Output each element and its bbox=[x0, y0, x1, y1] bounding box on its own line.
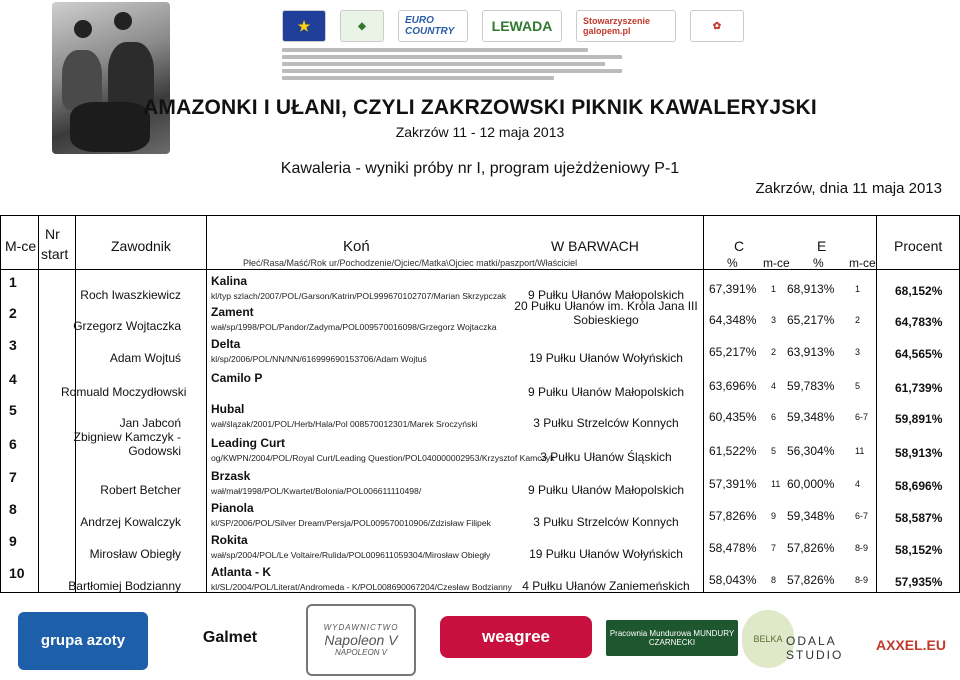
horse-cell: Camilo P bbox=[211, 371, 263, 385]
header-horse: Koń bbox=[343, 238, 370, 255]
c-percent-cell: 64,348% bbox=[709, 313, 757, 327]
horse-info-cell: wał/sp/1998/POL/Pandor/Zadyma/POL009570016098/Grzegorz Wojtaczka bbox=[211, 322, 497, 332]
club-cell: 20 Pułku Ułanów im. Króla Jana III Sobieskiego bbox=[514, 299, 698, 328]
c-place-cell: 6 bbox=[771, 412, 777, 422]
position-cell: 5 bbox=[9, 402, 17, 418]
rider-cell: Andrzej Kowalczyk bbox=[80, 515, 181, 529]
mundur-logo: Pracownia Mundurowa MUNDURY CZARNECKI bbox=[606, 620, 738, 656]
e-place-cell: 8-9 bbox=[855, 543, 869, 553]
page-title: AMAZONKI I UŁANI, CZYLI ZAKRZOWSKI PIKNIK KAWALERYJSKI bbox=[143, 96, 817, 119]
horse-cell: Pianola bbox=[211, 501, 254, 515]
e-percent-cell: 59,348% bbox=[787, 509, 835, 523]
c-place-cell: 9 bbox=[771, 511, 777, 521]
c-percent-cell: 58,478% bbox=[709, 541, 757, 555]
header-e: E bbox=[817, 238, 827, 254]
e-percent-cell: 68,913% bbox=[787, 282, 835, 296]
sponsor-strip bbox=[282, 8, 762, 44]
eu-flag-icon: ★ bbox=[282, 10, 326, 42]
rider-cell: Romuald Moczydłowski bbox=[61, 385, 187, 399]
napoleon-top: WYDAWNICTWO bbox=[323, 623, 399, 632]
header-c-pct: % bbox=[727, 256, 738, 270]
results-table bbox=[0, 215, 960, 593]
rider-cell: Robert Betcher bbox=[100, 483, 181, 497]
table-row bbox=[1, 501, 960, 533]
footer-sponsors bbox=[0, 602, 960, 678]
e-place-cell: 1 bbox=[855, 284, 861, 294]
rider-cell: Adam Wojtuś bbox=[109, 351, 181, 365]
e-place-cell: 6-7 bbox=[855, 511, 869, 521]
c-percent-cell: 67,391% bbox=[709, 282, 757, 296]
e-percent-cell: 57,826% bbox=[787, 541, 835, 555]
total-percent-cell: 64,783% bbox=[895, 315, 943, 329]
header-start: start bbox=[41, 246, 69, 262]
position-cell: 2 bbox=[9, 305, 17, 321]
euro-country-logo: EURO COUNTRY bbox=[398, 10, 468, 42]
horse-cell: Leading Curt bbox=[211, 436, 285, 450]
table-row bbox=[1, 299, 960, 337]
c-percent-cell: 60,435% bbox=[709, 410, 757, 424]
total-percent-cell: 57,935% bbox=[895, 575, 943, 589]
e-percent-cell: 59,783% bbox=[787, 379, 835, 393]
e-percent-cell: 59,348% bbox=[787, 410, 835, 424]
c-place-cell: 1 bbox=[771, 284, 777, 294]
total-percent-cell: 58,913% bbox=[895, 446, 943, 460]
grupa-azoty-logo: grupa azoty bbox=[18, 612, 148, 670]
total-percent-cell: 68,152% bbox=[895, 284, 943, 298]
rider-cell: Jan Jabcoń bbox=[119, 416, 181, 430]
e-percent-cell: 56,304% bbox=[787, 444, 835, 458]
position-cell: 7 bbox=[9, 469, 17, 485]
results-subtitle: Kawaleria - wyniki próby nr I, program ujeżdżeniowy P-1 bbox=[280, 160, 680, 177]
napoleon-main: Napoleon V bbox=[324, 632, 398, 648]
event-dates: Zakrzów 11 - 12 maja 2013 bbox=[395, 124, 565, 140]
horse-info-cell: kl/typ szlach/2007/POL/Garson/Katrin/POL999670102707/Marian Skrzypczak bbox=[211, 291, 507, 301]
header-c: C bbox=[734, 238, 745, 254]
c-percent-cell: 57,391% bbox=[709, 477, 757, 491]
club-cell: 9 Pułku Ułanów Małopolskich bbox=[527, 483, 685, 497]
table-row bbox=[1, 274, 960, 306]
e-percent-cell: 63,913% bbox=[787, 345, 835, 359]
club-cell: 9 Pułku Ułanów Małopolskich bbox=[527, 288, 685, 302]
e-percent-cell: 57,826% bbox=[787, 573, 835, 587]
header-club: W BARWACH bbox=[551, 238, 639, 254]
position-cell: 8 bbox=[9, 501, 17, 517]
c-place-cell: 11 bbox=[771, 479, 781, 489]
horse-cell: Kalina bbox=[211, 274, 248, 288]
galmet-logo: Galmet bbox=[202, 629, 258, 646]
horse-info-cell: kl/SP/2006/POL/Silver Dream/Persja/POL009570010906/Zdzisław Filipek bbox=[211, 518, 491, 528]
place-date: Zakrzów, dnia 11 maja 2013 bbox=[755, 180, 942, 197]
club-cell: 3 Pułku Ułanów Śląskich bbox=[540, 450, 672, 464]
table-row bbox=[1, 533, 960, 565]
header-mce: M-ce bbox=[5, 238, 37, 254]
c-percent-cell: 61,522% bbox=[709, 444, 757, 458]
club-cell: 4 Pułku Ułanów Zaniemeńskich bbox=[522, 579, 690, 593]
rider-cell: Grzegorz Wojtaczka bbox=[73, 319, 181, 333]
e-place-cell: 5 bbox=[855, 381, 861, 391]
position-cell: 3 bbox=[9, 337, 17, 353]
total-percent-cell: 61,739% bbox=[895, 381, 943, 395]
total-percent-cell: 58,587% bbox=[895, 511, 943, 525]
horse-info-cell: wał/sp/2004/POL/Le Voltaire/Rulida/POL009611059304/Mirosław Obiegły bbox=[211, 550, 491, 560]
lewada-logo: LEWADA bbox=[482, 10, 562, 42]
total-percent-cell: 58,152% bbox=[895, 543, 943, 557]
e-place-cell: 8-9 bbox=[855, 575, 869, 585]
c-percent-cell: 63,696% bbox=[709, 379, 757, 393]
belka-logo: BELKA bbox=[742, 610, 794, 668]
e-place-cell: 6-7 bbox=[855, 412, 869, 422]
e-place-cell: 2 bbox=[855, 315, 861, 325]
rider-cell: Zbigniew Kamczyk - Godowski bbox=[73, 430, 181, 458]
table-row bbox=[1, 337, 960, 369]
header-e-place: m-ce bbox=[849, 256, 876, 270]
prow-logo: ✿ bbox=[690, 10, 744, 42]
napoleon-logo bbox=[306, 604, 416, 676]
c-percent-cell: 65,217% bbox=[709, 345, 757, 359]
c-place-cell: 7 bbox=[771, 543, 777, 553]
c-percent-cell: 58,043% bbox=[709, 573, 757, 587]
position-cell: 6 bbox=[9, 436, 17, 452]
e-place-cell: 3 bbox=[855, 347, 861, 357]
odala-studio-logo: ODALA STUDIO bbox=[786, 633, 844, 662]
e-percent-cell: 60,000% bbox=[787, 477, 835, 491]
position-cell: 9 bbox=[9, 533, 17, 549]
header-c-place: m-ce bbox=[763, 256, 790, 270]
c-place-cell: 2 bbox=[771, 347, 777, 357]
club-cell: 19 Pułku Ułanów Wołyńskich bbox=[529, 547, 683, 561]
header-horse-sub: Płeć/Rasa/Maść/Rok ur/Pochodzenie/Ojciec/Matka\Ojciec matki/paszport/Właściciel bbox=[243, 258, 578, 268]
horse-cell: Delta bbox=[211, 337, 241, 351]
header-e-pct: % bbox=[813, 256, 824, 270]
c-place-cell: 3 bbox=[771, 315, 777, 325]
leader-logo: ◆ bbox=[340, 10, 384, 42]
eu-fine-print bbox=[282, 48, 622, 83]
rider-cell: Roch Iwaszkiewicz bbox=[80, 288, 181, 302]
e-place-cell: 4 bbox=[855, 479, 861, 489]
c-place-cell: 5 bbox=[771, 446, 777, 456]
horse-info-cell: wał/ślązak/2001/POL/Herb/Hala/Pol 008570012301/Marek Sroczyński bbox=[211, 419, 478, 429]
total-percent-cell: 64,565% bbox=[895, 347, 943, 361]
table-row bbox=[1, 565, 960, 597]
horse-cell: Hubal bbox=[211, 402, 245, 416]
c-percent-cell: 57,826% bbox=[709, 509, 757, 523]
napoleon-bottom: NAPOLEON V bbox=[334, 648, 387, 657]
horse-cell: Brzask bbox=[211, 469, 251, 483]
horse-cell: Atlanta - K bbox=[211, 565, 271, 579]
position-cell: 1 bbox=[9, 274, 17, 290]
club-cell: 3 Pułku Strzelców Konnych bbox=[533, 416, 679, 430]
club-cell: 9 Pułku Ułanów Małopolskich bbox=[527, 385, 685, 399]
header-rider: Zawodnik bbox=[111, 238, 171, 254]
table-row bbox=[1, 430, 960, 468]
club-cell: 19 Pułku Ułanów Wołyńskich bbox=[529, 351, 683, 365]
table-row bbox=[1, 371, 960, 403]
horse-info-cell: wał/mał/1998/POL/Kwartet/Bolonia/POL006611110498/ bbox=[211, 486, 422, 496]
total-percent-cell: 58,696% bbox=[895, 479, 943, 493]
header-percent: Procent bbox=[894, 238, 943, 254]
e-place-cell: 11 bbox=[855, 446, 865, 456]
horse-info-cell: kl/SL/2004/POL/Literat/Andromeda - K/POL008690067204/Czesław Bodzianny bbox=[211, 582, 512, 592]
position-cell: 10 bbox=[9, 565, 25, 581]
horse-info-cell: og/KWPN/2004/POL/Royal Curt/Leading Question/POL040000002953/Krzysztof Kamczyk bbox=[211, 453, 555, 463]
horse-cell: Rokita bbox=[211, 533, 248, 547]
c-place-cell: 4 bbox=[771, 381, 777, 391]
horse-cell: Zament bbox=[211, 305, 254, 319]
horse-info-cell: kl/sp/2006/POL/NN/NN/616999690153706/Adam Wojtuś bbox=[211, 354, 427, 364]
c-place-cell: 8 bbox=[771, 575, 777, 585]
axxel-logo: AXXEL.EU bbox=[875, 637, 946, 653]
galopem-logo: Stowarzyszenie galopem.pl bbox=[576, 10, 676, 42]
e-percent-cell: 65,217% bbox=[787, 313, 835, 327]
weagree-logo: weagree bbox=[440, 616, 592, 658]
rider-cell: Mirosław Obiegły bbox=[89, 547, 181, 561]
header-nr: Nr bbox=[45, 226, 60, 242]
club-cell: 3 Pułku Strzelców Konnych bbox=[533, 515, 679, 529]
rider-cell: Bartłomiej Bodzianny bbox=[68, 579, 181, 593]
position-cell: 4 bbox=[9, 371, 17, 387]
total-percent-cell: 59,891% bbox=[895, 412, 943, 426]
table-row bbox=[1, 469, 960, 501]
